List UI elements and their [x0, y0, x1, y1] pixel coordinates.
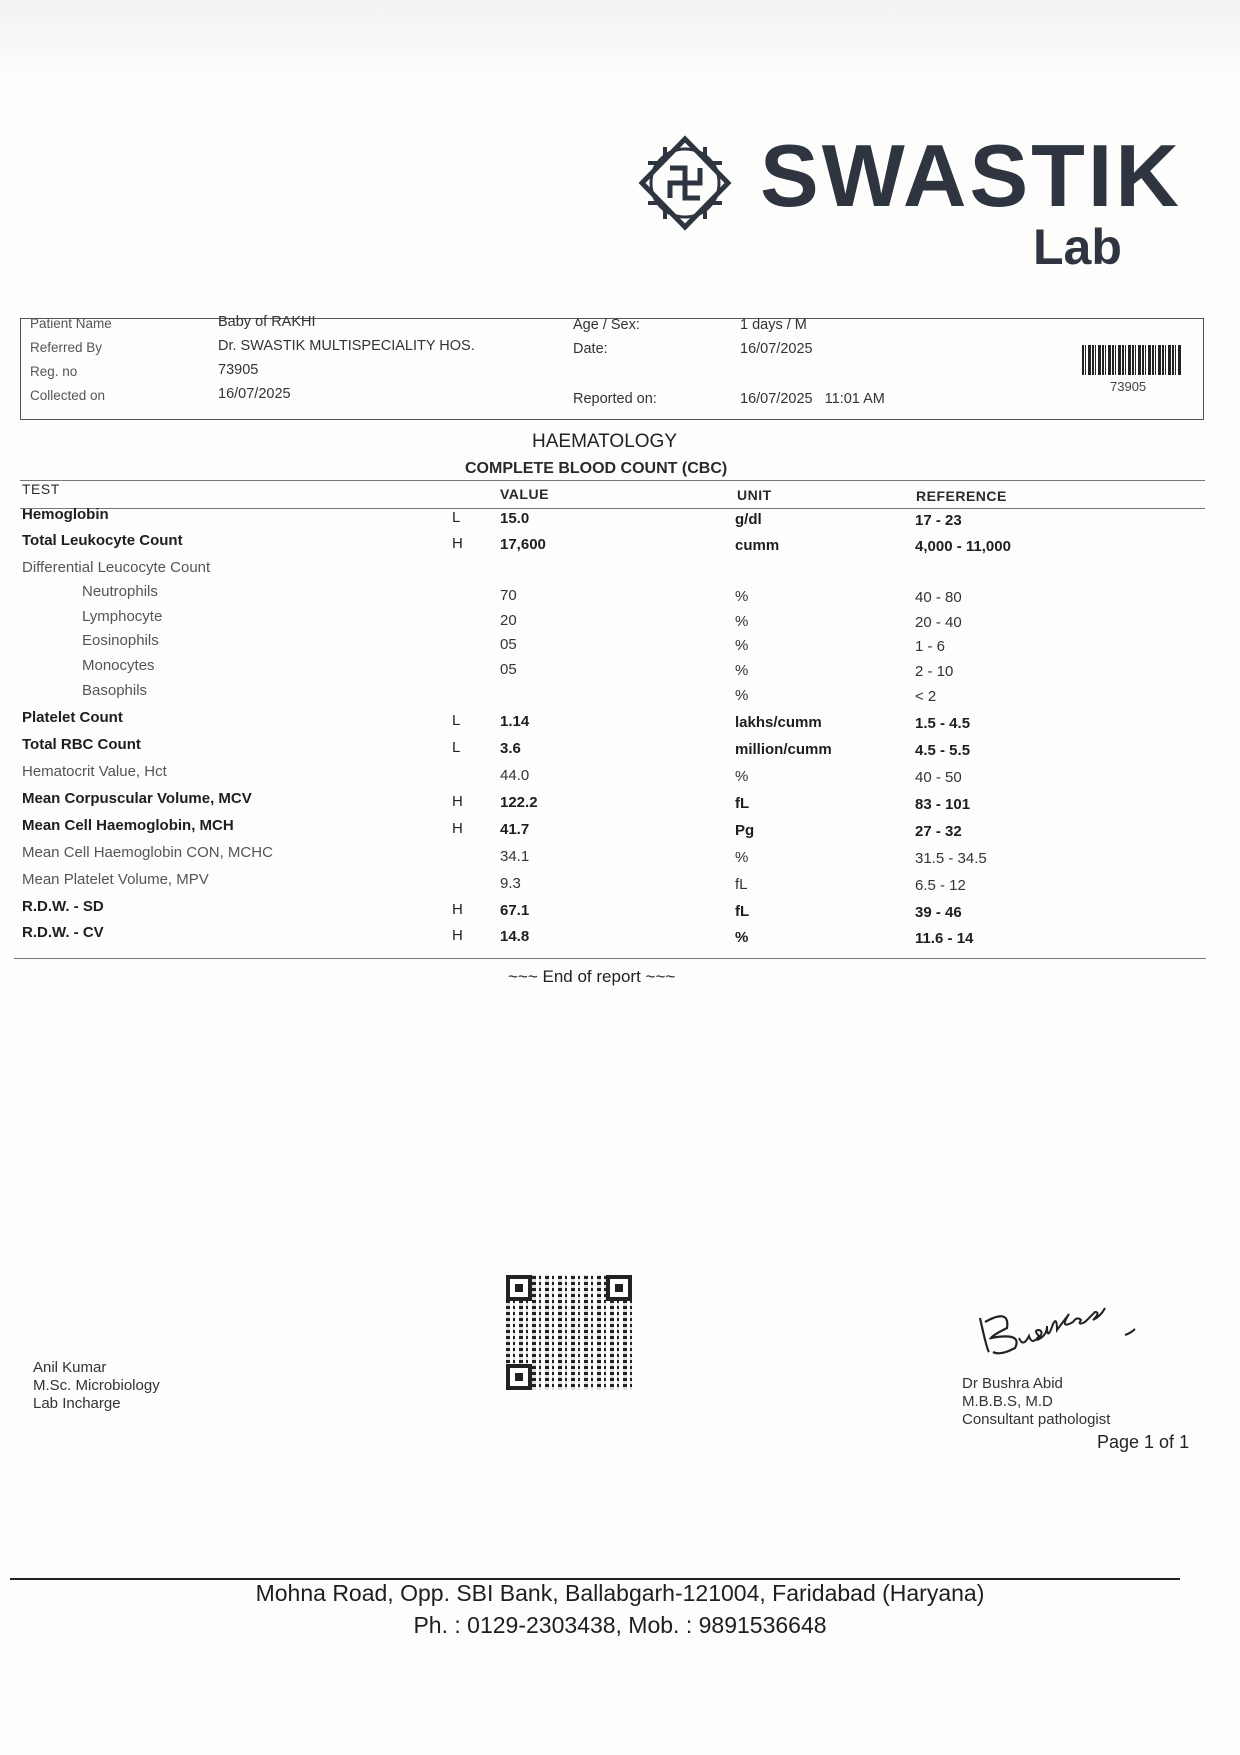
page-number: Page 1 of 1 — [1097, 1432, 1190, 1452]
test-value: 9.3 — [500, 875, 521, 892]
test-unit: million/cumm — [735, 741, 832, 758]
col-reference: REFERENCE — [916, 488, 1007, 504]
lab-incharge-block — [33, 1359, 160, 1413]
test-unit: fL — [735, 903, 750, 920]
flag-badge: L — [452, 712, 461, 729]
referred-by: Dr. SWASTIK MULTISPECIALITY HOS. — [218, 338, 475, 354]
test-value: 20 — [500, 612, 517, 629]
test-name: Mean Platelet Volume, MPV — [22, 871, 209, 888]
test-value: 05 — [500, 661, 517, 678]
test-value: 1.14 — [500, 713, 530, 730]
test-name: Hematocrit Value, Hct — [22, 763, 167, 780]
footer-address: Mohna Road, Opp. SBI Bank, Ballabgarh-121004, Faridabad (Haryana) — [255, 1580, 985, 1606]
lab-incharge-name: Anil Kumar — [33, 1359, 107, 1376]
flag-badge: H — [452, 927, 463, 944]
test-unit: fL — [735, 876, 748, 893]
pathologist-role: Consultant pathologist — [962, 1411, 1111, 1428]
test-name: Lymphocyte — [82, 608, 163, 625]
flag-badge: L — [452, 739, 461, 756]
patient-name: Baby of RAKHI — [218, 314, 316, 330]
flag-badge: L — [452, 509, 461, 526]
test-value: 67.1 — [500, 902, 530, 919]
test-value: 70 — [500, 587, 517, 604]
end-of-report: ~~~ End of report ~~~ — [508, 967, 676, 986]
test-name: Neutrophils — [82, 583, 158, 600]
collected-label: Collected on — [30, 388, 106, 403]
test-reference: 4.5 - 5.5 — [915, 742, 971, 759]
test-value: 17,600 — [500, 536, 546, 553]
col-test: TEST — [22, 481, 60, 497]
flag-badge: H — [452, 793, 463, 810]
department-title: HAEMATOLOGY — [532, 431, 677, 452]
test-unit: Pg — [735, 822, 755, 839]
col-unit: UNIT — [737, 487, 772, 503]
test-value: 122.2 — [500, 794, 538, 811]
flag-badge: H — [452, 901, 463, 918]
referred-label: Referred By — [30, 340, 103, 355]
brand-sub: Lab — [1033, 219, 1122, 275]
test-value: 44.0 — [500, 767, 530, 784]
pathologist-block — [962, 1375, 1110, 1429]
flag-badge: H — [452, 535, 463, 552]
test-reference: 4,000 - 11,000 — [915, 538, 1011, 555]
test-unit: % — [735, 768, 749, 785]
test-reference: 1.5 - 4.5 — [915, 715, 971, 732]
test-unit: lakhs/cumm — [735, 714, 822, 731]
test-value: 05 — [500, 636, 517, 653]
col-value: VALUE — [500, 486, 549, 502]
test-value: 34.1 — [500, 848, 530, 865]
lab-incharge-role: Lab Incharge — [33, 1395, 121, 1412]
test-unit: % — [735, 929, 749, 946]
report-date: 16/07/2025 — [740, 341, 813, 357]
test-value: 15.0 — [500, 510, 530, 527]
test-value: 14.8 — [500, 928, 530, 945]
barcode-number: 73905 — [1110, 379, 1147, 394]
test-name: Mean Corpuscular Volume, MCV — [22, 790, 252, 807]
scan-shade — [0, 0, 1240, 80]
test-value: 41.7 — [500, 821, 530, 838]
age-sex: 1 days / M — [740, 317, 807, 333]
test-reference: 1 - 6 — [915, 638, 946, 655]
test-reference: 31.5 - 34.5 — [915, 850, 987, 867]
test-reference: 20 - 40 — [915, 614, 962, 631]
collected-date: 16/07/2025 — [218, 386, 291, 402]
test-name: Total RBC Count — [22, 736, 141, 753]
reported-label: Reported on: — [573, 391, 657, 407]
footer-phone: Ph. : 0129-2303438, Mob. : 9891536648 — [413, 1612, 827, 1638]
test-name: Platelet Count — [22, 709, 123, 726]
lab-incharge-degree: M.Sc. Microbiology — [33, 1377, 160, 1394]
test-unit: cumm — [735, 537, 780, 554]
test-name: R.D.W. - SD — [22, 898, 104, 915]
date-label: Date: — [573, 341, 608, 357]
test-reference: 40 - 80 — [915, 589, 962, 606]
swastik-logo-icon — [630, 133, 740, 233]
test-reference: 6.5 - 12 — [915, 877, 966, 894]
test-reference: 2 - 10 — [915, 663, 954, 680]
qr-eye-icon — [506, 1275, 532, 1301]
panel-title: COMPLETE BLOOD COUNT (CBC) — [465, 460, 728, 477]
test-unit: g/dl — [735, 511, 762, 528]
test-name: Total Leukocyte Count — [22, 532, 183, 549]
test-name: Monocytes — [82, 657, 155, 674]
brand-name: SWASTIK — [760, 126, 1182, 225]
test-unit: % — [735, 687, 749, 704]
pathologist-degree: M.B.B.S, M.D — [962, 1393, 1053, 1410]
header-bottom-rule — [20, 508, 1205, 509]
qr-eye-icon — [506, 1364, 532, 1390]
test-unit: % — [735, 637, 749, 654]
header-top-rule — [20, 480, 1205, 481]
patient-name-label: Patient Name — [30, 316, 112, 331]
test-unit: % — [735, 849, 749, 866]
test-reference: 83 - 101 — [915, 796, 971, 813]
test-name: Mean Cell Haemoglobin CON, MCHC — [22, 844, 273, 861]
qr-eye-icon — [606, 1275, 632, 1301]
test-name: R.D.W. - CV — [22, 924, 104, 941]
barcode-icon — [1082, 345, 1182, 375]
reported-on: 16/07/2025 11:01 AM — [740, 391, 885, 407]
test-reference: 17 - 23 — [915, 512, 962, 529]
test-reference: 40 - 50 — [915, 769, 962, 786]
pathologist-name: Dr Bushra Abid — [962, 1375, 1063, 1392]
reg-number: 73905 — [218, 362, 259, 378]
test-name: Basophils — [82, 682, 148, 699]
reg-label: Reg. no — [30, 364, 78, 379]
test-reference: 11.6 - 14 — [915, 930, 974, 947]
test-unit: fL — [735, 795, 750, 812]
test-name: Differential Leucocyte Count — [22, 559, 211, 576]
table-end-rule — [14, 958, 1206, 959]
test-name: Eosinophils — [82, 632, 159, 649]
test-unit: % — [735, 662, 749, 679]
test-unit: % — [735, 613, 749, 630]
test-name: Hemoglobin — [22, 506, 109, 523]
pathologist-signature — [975, 1280, 1155, 1365]
test-reference: 39 - 46 — [915, 904, 962, 921]
test-reference: < 2 — [915, 688, 937, 705]
test-reference: 27 - 32 — [915, 823, 962, 840]
flag-badge: H — [452, 820, 463, 837]
test-value: 3.6 — [500, 740, 521, 757]
age-label: Age / Sex: — [573, 317, 640, 333]
test-name: Mean Cell Haemoglobin, MCH — [22, 817, 234, 834]
test-unit: % — [735, 588, 749, 605]
